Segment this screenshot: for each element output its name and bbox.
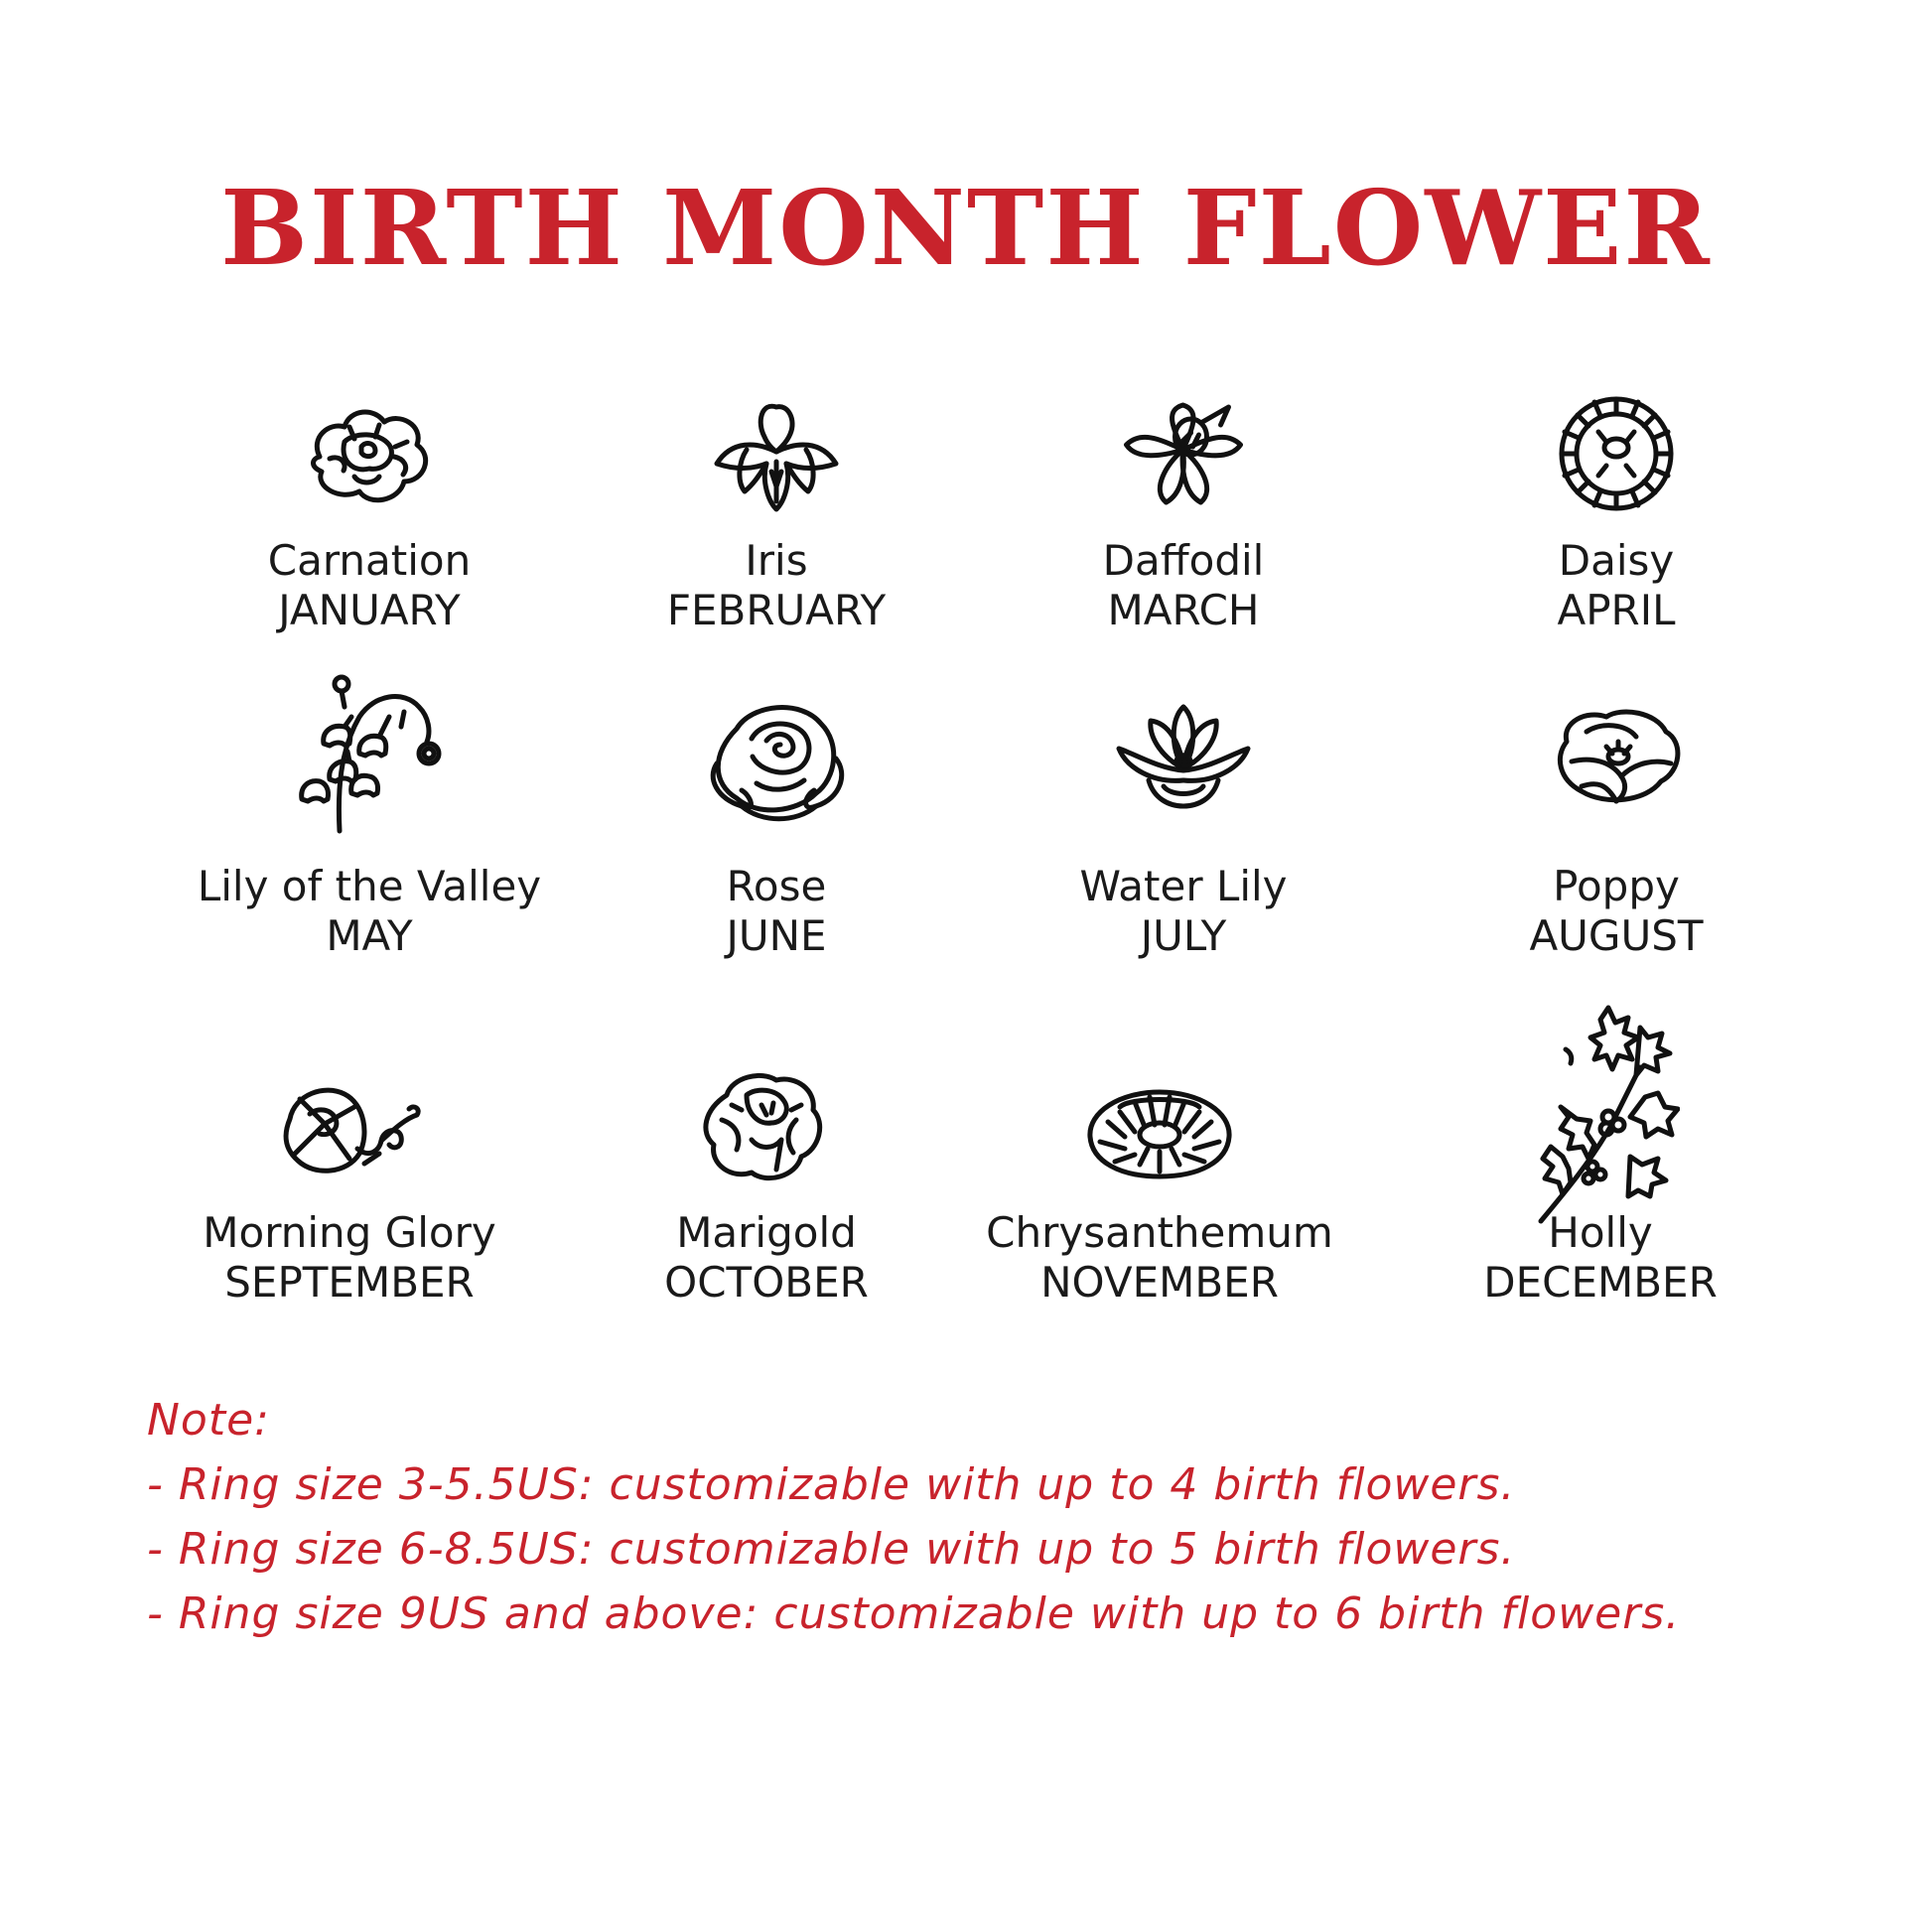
flower-name: Chrysanthemum [986,1208,1333,1257]
flower-card-september [141,998,558,1325]
flower-card-october [558,998,975,1325]
flower-month: APRIL [1557,586,1676,634]
flower-month: FEBRUARY [666,586,887,634]
flower-card-january [161,387,578,645]
water-lily-icon [1109,699,1258,813]
flower-card-november [951,998,1368,1325]
flower-name: Morning Glory [203,1208,496,1257]
flower-card-april [1408,387,1825,645]
ring-size-note [147,1388,1680,1646]
flower-name: Water Lily [1079,862,1288,910]
flower-name: Lily of the Valley [197,862,542,910]
flower-name: Carnation [267,536,472,585]
note-line: - Ring size 3-5.5US: customizable with up to 4 birth flowers. [147,1459,1516,1510]
flower-card-may [161,667,578,965]
flower-month: NOVEMBER [1040,1258,1279,1307]
flower-name: Iris [745,536,808,585]
flower-month: JULY [1140,911,1227,960]
flower-card-february [568,387,985,645]
flower-month: AUGUST [1529,911,1704,960]
flower-card-july [975,667,1392,965]
flower-month: MARCH [1107,586,1260,634]
flower-name: Holly [1548,1208,1653,1257]
flower-month: JUNE [726,911,827,960]
flower-card-march [975,387,1392,645]
flower-month: MAY [326,911,413,960]
marigold-icon [692,1065,841,1189]
flower-name: Daisy [1558,536,1675,585]
chrysanthemum-icon [1080,1077,1239,1181]
flower-month: OCTOBER [664,1258,869,1307]
lily-of-the-valley-icon [290,672,449,836]
flower-month: JANUARY [278,586,461,634]
holly-icon [1521,998,1680,1226]
poppy-icon [1547,702,1686,811]
flower-card-august [1408,667,1825,965]
note-line: - Ring size 6-8.5US: customizable with up to 5 birth flowers. [147,1524,1516,1575]
note-heading: Note: [147,1395,270,1446]
flower-card-december [1392,998,1809,1325]
flower-name: Rose [726,862,827,910]
flower-month: DECEMBER [1483,1258,1718,1307]
note-line: - Ring size 9US and above: customizable with up to 6 birth flowers. [147,1588,1681,1639]
page-title: BIRTH MONTH FLOWER [220,167,1712,289]
rose-icon [697,689,856,828]
iris-icon [707,392,846,516]
flower-name: Marigold [676,1208,857,1257]
morning-glory-icon [270,1079,429,1178]
flower-month: SEPTEMBER [224,1258,475,1307]
flower-card-june [568,667,985,965]
daffodil-icon [1112,395,1256,514]
daisy-icon [1547,392,1686,516]
carnation-icon [300,397,439,516]
flower-name: Daffodil [1102,536,1265,585]
flower-name: Poppy [1553,862,1680,910]
